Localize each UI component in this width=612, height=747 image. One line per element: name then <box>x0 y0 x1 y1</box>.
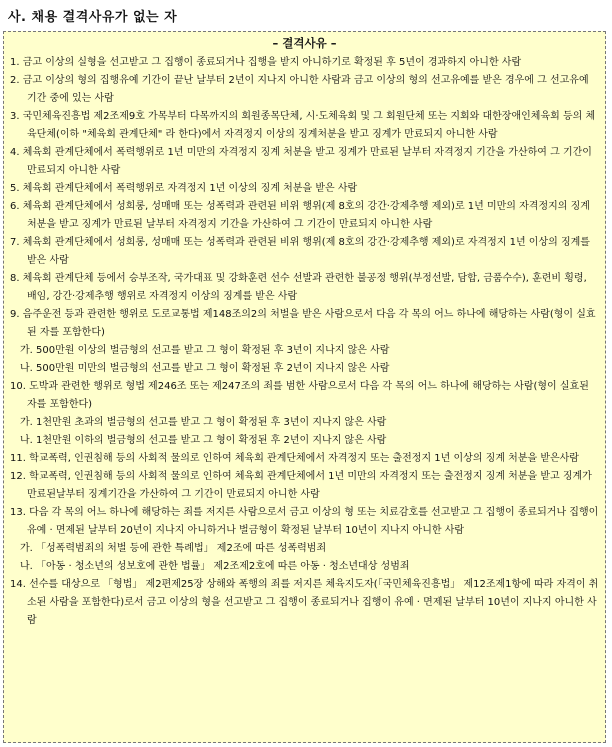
section-title: 사. 채용 결격사유가 없는 자 <box>8 10 178 25</box>
list-item: 3. 국민체육진흥법 제2조제9호 가목부터 다목까지의 회원종목단체, 시·도체육회 및 그 회원단체 또는 지회와 대한장애인체육회 등의 체육단체(이하 "체육회 관계단체" 라 한다)에서 자격정지 이상의 징계처분을 받고 징계가 만료되지 아니한 사람 <box>10 111 596 140</box>
list-item: 7. 체육회 관계단체에서 성희롱, 성매매 또는 성폭력과 관련된 비위 행위(제 8호의 강간·강제추행 제외)로 자격정지 1년 이상의 징계를 받은 사람 <box>10 237 590 266</box>
list-item: 12. 학교폭력, 인권침해 등의 사회적 물의로 인하여 체육회 관계단체에서 1년 미만의 자격정지 또는 출전정지 징계 처분을 받고 징계가 만료된날부터 징계기간을 가산하여 그 기간이 만료되지 아니한 사람 <box>10 471 592 500</box>
list-item: 14. 선수를 대상으로 「형법」 제2편제25장 상해와 폭행의 죄를 저지른 체육지도자(「국민체육진흥법」 제12조제1항에 따라 자격이 취소된 사람을 포함한다)로서 금고 이상의 형을 선고받고 그 집행이 종료되거나 집행이 유예 · 면제된 날부터 10년이 지나지 아니한 사람 <box>10 579 599 626</box>
list-item: 6. 체육회 관계단체에서 성희롱, 성매매 또는 성폭력과 관련된 비위 행위(제 8호의 강간·강제추행 제외)로 1년 미만의 자격정지의 징계처분을 받고 징계가 만료된 날부터 자격정지 기간을 가산하여 그 기간이 만료되지 아니한 사람 <box>10 201 590 230</box>
sub-list-item: 가. 500만원 이상의 벌금형의 선고를 받고 그 형이 확정된 후 3년이 지나지 않은 사람 <box>20 345 390 356</box>
list-item: 5. 체육회 관계단체에서 폭력행위로 자격정지 1년 이상의 징계 처분을 받은 사람 <box>10 183 358 194</box>
list-item: 1. 금고 이상의 실형을 선고받고 그 집행이 종료되거나 집행을 받지 아니하기로 확정된 후 5년이 경과하지 아니한 사람 <box>10 57 522 68</box>
sub-list-item: 나. 「아동 · 청소년의 성보호에 관한 법률」 제2조제2호에 따른 아동 · 청소년대상 성범죄 <box>20 561 410 572</box>
list-item: 11. 학교폭력, 인권침해 등의 사회적 물의로 인하여 체육회 관계단체에서 자격정지 또는 출전정지 1년 이상의 징계 처분을 받은사람 <box>10 453 579 464</box>
list-item: 2. 금고 이상의 형의 집행유예 기간이 끝난 날부터 2년이 지나지 아니한 사람과 금고 이상의 형의 선고유예를 받은 경우에 그 선고유예 기간 중에 있는 사람 <box>10 75 589 104</box>
list-item: 10. 도박과 관련한 행위로 형법 제246조 또는 제247조의 죄를 범한 사람으로서 다음 각 목의 어느 하나에 해당하는 사람(형이 실효된 자를 포함한다) <box>10 381 589 410</box>
disqualification-box <box>3 31 606 743</box>
sub-list-item: 나. 500만원 미만의 벌금형의 선고를 받고 그 형이 확정된 후 2년이 지나지 않은 사람 <box>20 363 390 374</box>
box-heading: – 결격사유 – <box>272 36 337 50</box>
list-item: 13. 다음 각 목의 어느 하나에 해당하는 죄를 저지른 사람으로서 금고 이상의 형 또는 치료감호를 선고받고 그 집행이 종료되거나 집행이 유예 · 면제된 날부터 20년이 지나지 아니하거나 벌금형이 확정된 날부터 10년이 지나지 아니한 사람 <box>10 507 599 536</box>
list-item: 4. 체육회 관계단체에서 폭력행위로 1년 미만의 자격정지 징계 처분을 받고 징계가 만료된 날부터 자격정지 기간을 가산하여 그 기간이 만료되지 아니한 사람 <box>10 147 592 176</box>
list-item: 9. 음주운전 등과 관련한 행위로 도로교통법 제148조의2의 처벌을 받은 사람으로서 다음 각 목의 어느 하나에 해당하는 사람(형이 실효된 자를 포함한다) <box>10 309 596 338</box>
sub-list-item: 가. 1천만원 초과의 벌금형의 선고를 받고 그 형이 확정된 후 3년이 지나지 않은 사람 <box>20 417 387 428</box>
sub-list-item: 가. 「성폭력범죄의 처벌 등에 관한 특례법」 제2조에 따른 성폭력범죄 <box>20 543 327 554</box>
sub-list-item: 나. 1천만원 이하의 벌금형의 선고를 받고 그 형이 확정된 후 2년이 지나지 않은 사람 <box>20 435 387 446</box>
list-item: 8. 체육회 관계단체 등에서 승부조작, 국가대표 및 강화훈련 선수 선발과 관련한 불공정 행위(부정선발, 담합, 금품수수), 훈련비 횡령, 배임, 강간·강제추행 행위로 자격정지 이상의 징계를 받은 사람 <box>10 273 587 302</box>
